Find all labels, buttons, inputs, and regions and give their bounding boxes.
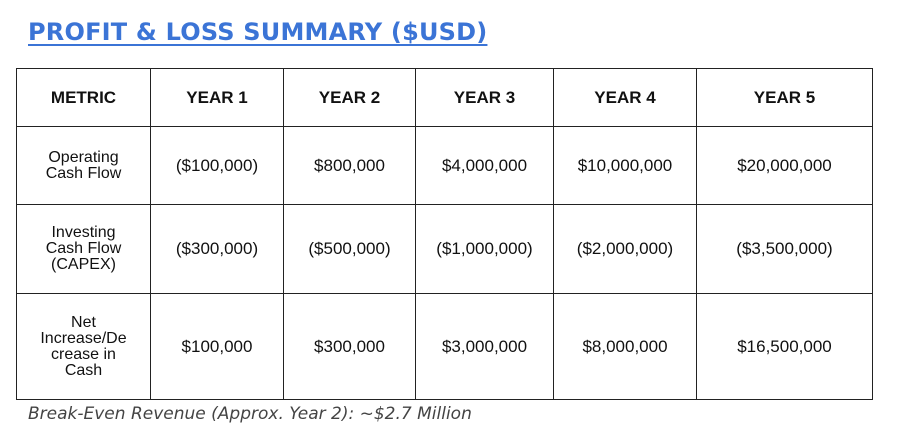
metric-label-line: (CAPEX) bbox=[51, 256, 116, 273]
value-cell-year-4: ($2,000,000) bbox=[554, 205, 697, 294]
table-row bbox=[17, 294, 873, 400]
column-header-metric: METRIC bbox=[17, 69, 151, 127]
value-cell-year-5: $16,500,000 bbox=[697, 294, 873, 400]
page-title: PROFIT & LOSS SUMMARY ($USD) bbox=[28, 18, 488, 46]
metric-label-line: Cash Flow bbox=[45, 240, 122, 257]
value-cell-year-2: $300,000 bbox=[284, 294, 416, 400]
value-cell-year-1: ($300,000) bbox=[151, 205, 284, 294]
table-header-row bbox=[17, 69, 873, 127]
metric-label-line: Net bbox=[71, 313, 96, 331]
value-cell-year-3: $4,000,000 bbox=[416, 127, 554, 205]
metric-label-line: Cash Flow bbox=[45, 164, 122, 182]
table-row bbox=[17, 205, 873, 294]
value-cell-year-1: ($100,000) bbox=[151, 127, 284, 205]
column-header-year-3: YEAR 3 bbox=[416, 69, 554, 127]
break-even-footnote: Break-Even Revenue (Approx. Year 2): ~$2.7 Million bbox=[28, 404, 472, 424]
column-header-year-2: YEAR 2 bbox=[284, 69, 416, 127]
value-cell-year-4: $10,000,000 bbox=[554, 127, 697, 205]
metric-cell-net-increase-decrease-in-cash bbox=[17, 294, 151, 400]
value-cell-year-4: $8,000,000 bbox=[554, 294, 697, 400]
value-cell-year-5: $20,000,000 bbox=[697, 127, 873, 205]
metric-label-line: Operating bbox=[48, 148, 119, 166]
value-cell-year-5: ($3,500,000) bbox=[697, 205, 873, 294]
value-cell-year-1: $100,000 bbox=[151, 294, 284, 400]
metric-cell-investing-cash-flow bbox=[17, 205, 151, 294]
metric-label-line: Increase/De bbox=[40, 329, 127, 347]
table-row bbox=[17, 127, 873, 205]
value-cell-year-3: $3,000,000 bbox=[416, 294, 554, 400]
column-header-year-1: YEAR 1 bbox=[151, 69, 284, 127]
metric-cell-operating-cash-flow bbox=[17, 127, 151, 205]
column-header-year-5: YEAR 5 bbox=[697, 69, 873, 127]
metric-label-line: Cash bbox=[64, 361, 103, 379]
profit-loss-table bbox=[16, 68, 873, 400]
metric-label-line: Investing bbox=[51, 224, 116, 241]
column-header-year-4: YEAR 4 bbox=[554, 69, 697, 127]
metric-label-line: crease in bbox=[51, 345, 116, 363]
value-cell-year-2: ($500,000) bbox=[284, 205, 416, 294]
value-cell-year-3: ($1,000,000) bbox=[416, 205, 554, 294]
value-cell-year-2: $800,000 bbox=[284, 127, 416, 205]
